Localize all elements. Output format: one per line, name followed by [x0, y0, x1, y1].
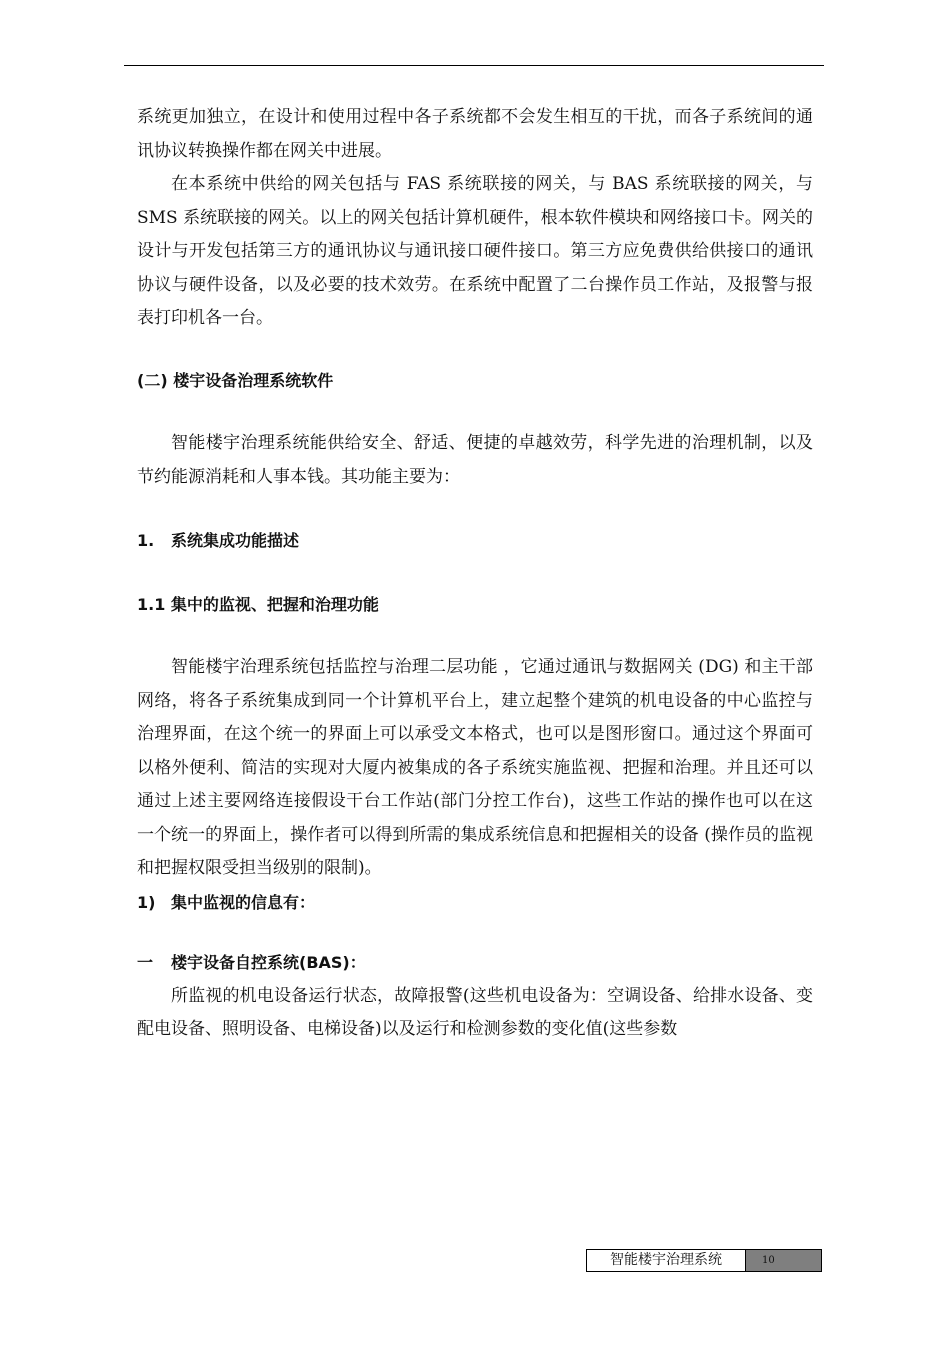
paragraph-gateway-independence: 系统更加独立，在设计和使用过程中各子系统都不会发生相互的干扰，而各子系统间的通讯协议转换操作都在网关中进展。 [137, 107, 813, 161]
heading-number: 1) [137, 892, 156, 912]
heading-number: 一 [137, 953, 154, 972]
paragraph-bas-monitoring: 所监视的机电设备运行状态，故障报警(这些机电设备为：空调设备、给排水设备、变配电设备、照明设备、电梯设备)以及运行和检测参数的变化值(这些参数 [137, 985, 813, 1039]
page-number: 10 [745, 1250, 821, 1271]
heading-centralized-monitoring: 1.1 集中的监视、把握和治理功能 [137, 594, 379, 614]
heading-text: 系统集成功能描述 [171, 531, 300, 550]
heading-monitored-info [137, 886, 813, 920]
section-heading-software: (二) 楼宇设备治理系统软件 [137, 370, 334, 390]
paragraph-functions-intro: 智能楼宇治理系统能供给安全、舒适、便捷的卓越效劳，科学先进的治理机制，以及节约能源消耗和人事本钱。其功能主要为： [137, 433, 813, 487]
footer-title: 智能楼宇治理系统 [587, 1250, 745, 1271]
heading-integration-description [137, 524, 813, 558]
footer-box [586, 1249, 822, 1272]
header-rule [124, 65, 824, 66]
heading-text: 楼宇设备自控系统(BAS)： [171, 953, 366, 972]
page-body [137, 101, 813, 1047]
heading-text: 集中监视的信息有： [171, 892, 316, 912]
paragraph-gateway-list: 在本系统中供给的网关包括与 FAS 系统联接的网关，与 BAS 系统联接的网关，与 SMS 系统联接的网关。以上的网关包括计算机硬件，根本软件模块和网络接口卡。网关的设计与开发包括第三方的通讯协议与通讯接口硬件接口。第三方应免费供给供接口的通讯协议与硬件设备，以及必要的技术效劳。在系统中配置了二台操作员工作站，及报警与报表打印机各一台。 [137, 174, 813, 328]
heading-bas [137, 946, 813, 980]
heading-number: 1. [137, 531, 155, 550]
paragraph-monitoring-details: 智能楼宇治理系统包括监控与治理二层功能 ，它通过通讯与数据网关 (DG) 和主干部网络，将各子系统集成到同一个计算机平台上，建立起整个建筑的机电设备的中心监控与治理界面，在这个统一的界面上可以承受文本格式，也可以是图形窗口。通过这个界面可以格外便利、简洁的实现对大厦内被集成的各子系统实施监视、把握和治理。并且还可以通过上述主要网络连接假设干台工作站(部门分控工作台)，这些工作站的操作也可以在这一个统一的界面上，操作者可以得到所需的集成系统信息和把握相关的设备 (操作员的监视和把握权限受担当级别的限制)。 [137, 657, 813, 878]
